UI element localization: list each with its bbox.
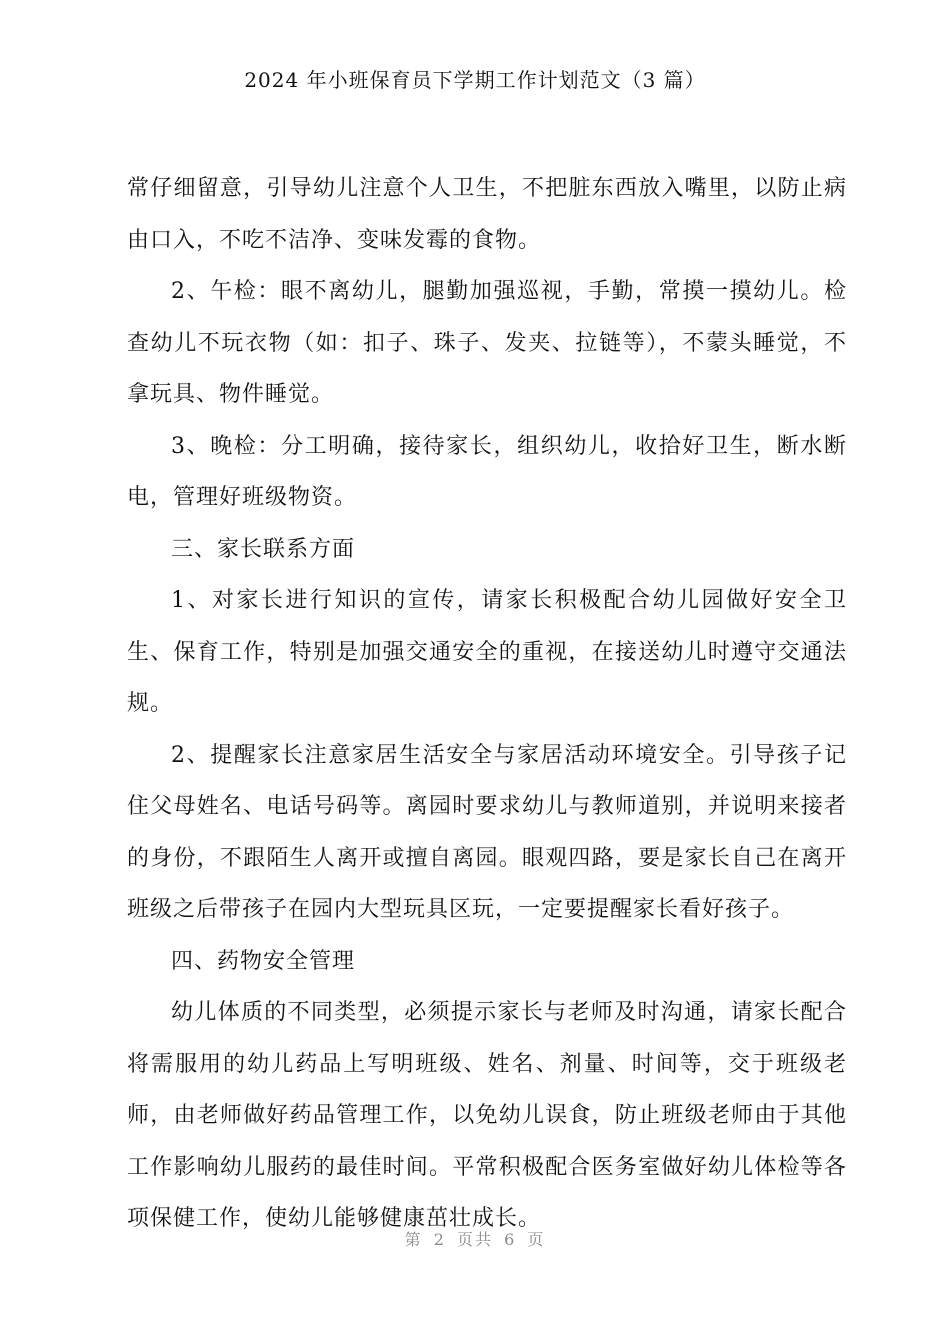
section-heading-parent-contact: 三、家长联系方面: [171, 536, 356, 562]
paragraph-medicine-management: 幼儿体质的不同类型，必须提示家长与老师及时沟通，请家长配合将需服用的幼儿药品上写明班级、姓名、剂量、时间等，交于班级老师，由老师做好药品管理工作，以免幼儿误食，防止班级老师由于其他工作影响幼儿服药的最佳时间。平常积极配合医务室做好幼儿体检等各项保健工作，使幼儿能够健康茁壮成长。: [127, 1000, 847, 1231]
document-title: 2024 年小班保育员下学期工作计划范文（3 篇）: [244, 68, 706, 92]
document-body: [127, 163, 847, 1245]
paragraph-parent-reminder: 2、提醒家长注意家居生活安全与家居活动环境安全。引导孩子记住父母姓名、电话号码等。离园时要求幼儿与教师道别，并说明来接者的身份，不跟陌生人离开或擅自离园。眼观四路，要是家长自己在离开班级之后带孩子在园内大型玩具区玩，一定要提醒家长看好孩子。: [127, 742, 847, 922]
section-heading-medicine-safety: 四、药物安全管理: [171, 948, 356, 974]
paragraph-noon-check: 2、午检：眼不离幼儿，腿勤加强巡视，手勤，常摸一摸幼儿。检查幼儿不玩衣物（如：扣子、珠子、发夹、拉链等），不蒙头睡觉，不拿玩具、物件睡觉。: [127, 279, 847, 407]
page-number: 第 2 页共 6 页: [404, 1230, 546, 1249]
paragraph-evening-check: 3、晚检：分工明确，接待家长，组织幼儿，收拾好卫生，断水断电，管理好班级物资。: [127, 433, 847, 510]
paragraph-parent-education: 1、对家长进行知识的宣传，请家长积极配合幼儿园做好安全卫生、保育工作，特别是加强交通安全的重视，在接送幼儿时遵守交通法规。: [127, 588, 847, 716]
paragraph-continued: 常仔细留意，引导幼儿注意个人卫生，不把脏东西放入嘴里，以防止病由口入，不吃不洁净、变味发霉的食物。: [127, 176, 847, 253]
